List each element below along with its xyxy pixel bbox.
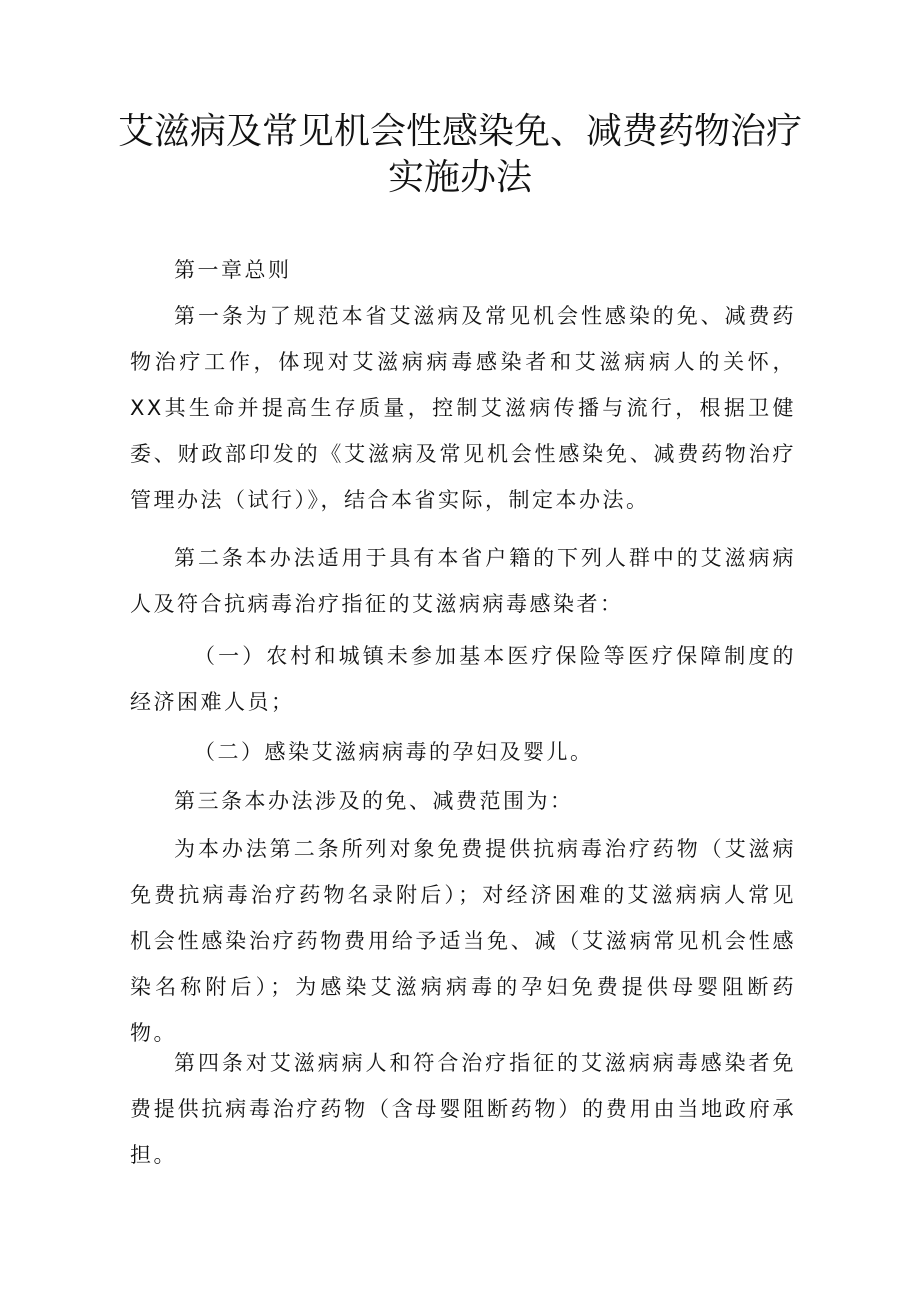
article-2-item-2: （二）感染艾滋病病毒的孕妇及婴儿。 (194, 740, 594, 764)
article-3-detail-paragraph: 为本办法第二条所列对象免费提供抗病毒治疗药物（艾滋病免费抗病毒治疗药物名录附后）；对经济困难的艾滋病病人常见机会性感染治疗药物费用给予适当免、减（艾滋病常见机会性感染名称附后）；为感染艾滋病病毒的孕妇免费提供母婴阻断药物。 (130, 837, 796, 1045)
document-title-line1: 艾滋病及常见机会性感染免、减费药物治疗 (117, 111, 802, 152)
document-title-line2: 实施办法 (387, 157, 532, 198)
article-1-paragraph: 第一条为了规范本省艾滋病及常见机会性感染的免、减费药物治疗工作，体现对艾滋病病毒感染者和艾滋病病人的关怀，XX其生命并提高生存质量，控制艾滋病传播与流行，根据卫健委、财政部印发的《艾滋病及常见机会性感染免、减费药物治疗管理办法（试行）》，结合本省实际，制定本办法。 (130, 304, 796, 512)
chapter-heading: 第一章总则 (174, 258, 292, 282)
article-2-paragraph: 第二条本办法适用于具有本省户籍的下列人群中的艾滋病病人及符合抗病毒治疗指征的艾滋病病毒感染者： (130, 546, 796, 616)
article-3-paragraph: 第三条本办法涉及的免、减费范围为： (174, 789, 574, 813)
article-4-paragraph: 第四条对艾滋病病人和符合治疗指征的艾滋病病毒感染者免费提供抗病毒治疗药物（含母婴阻断药物）的费用由当地政府承担。 (130, 1051, 796, 1167)
article-2-item-1: （一）农村和城镇未参加基本医疗保险等医疗保障制度的经济困难人员； (130, 644, 796, 714)
